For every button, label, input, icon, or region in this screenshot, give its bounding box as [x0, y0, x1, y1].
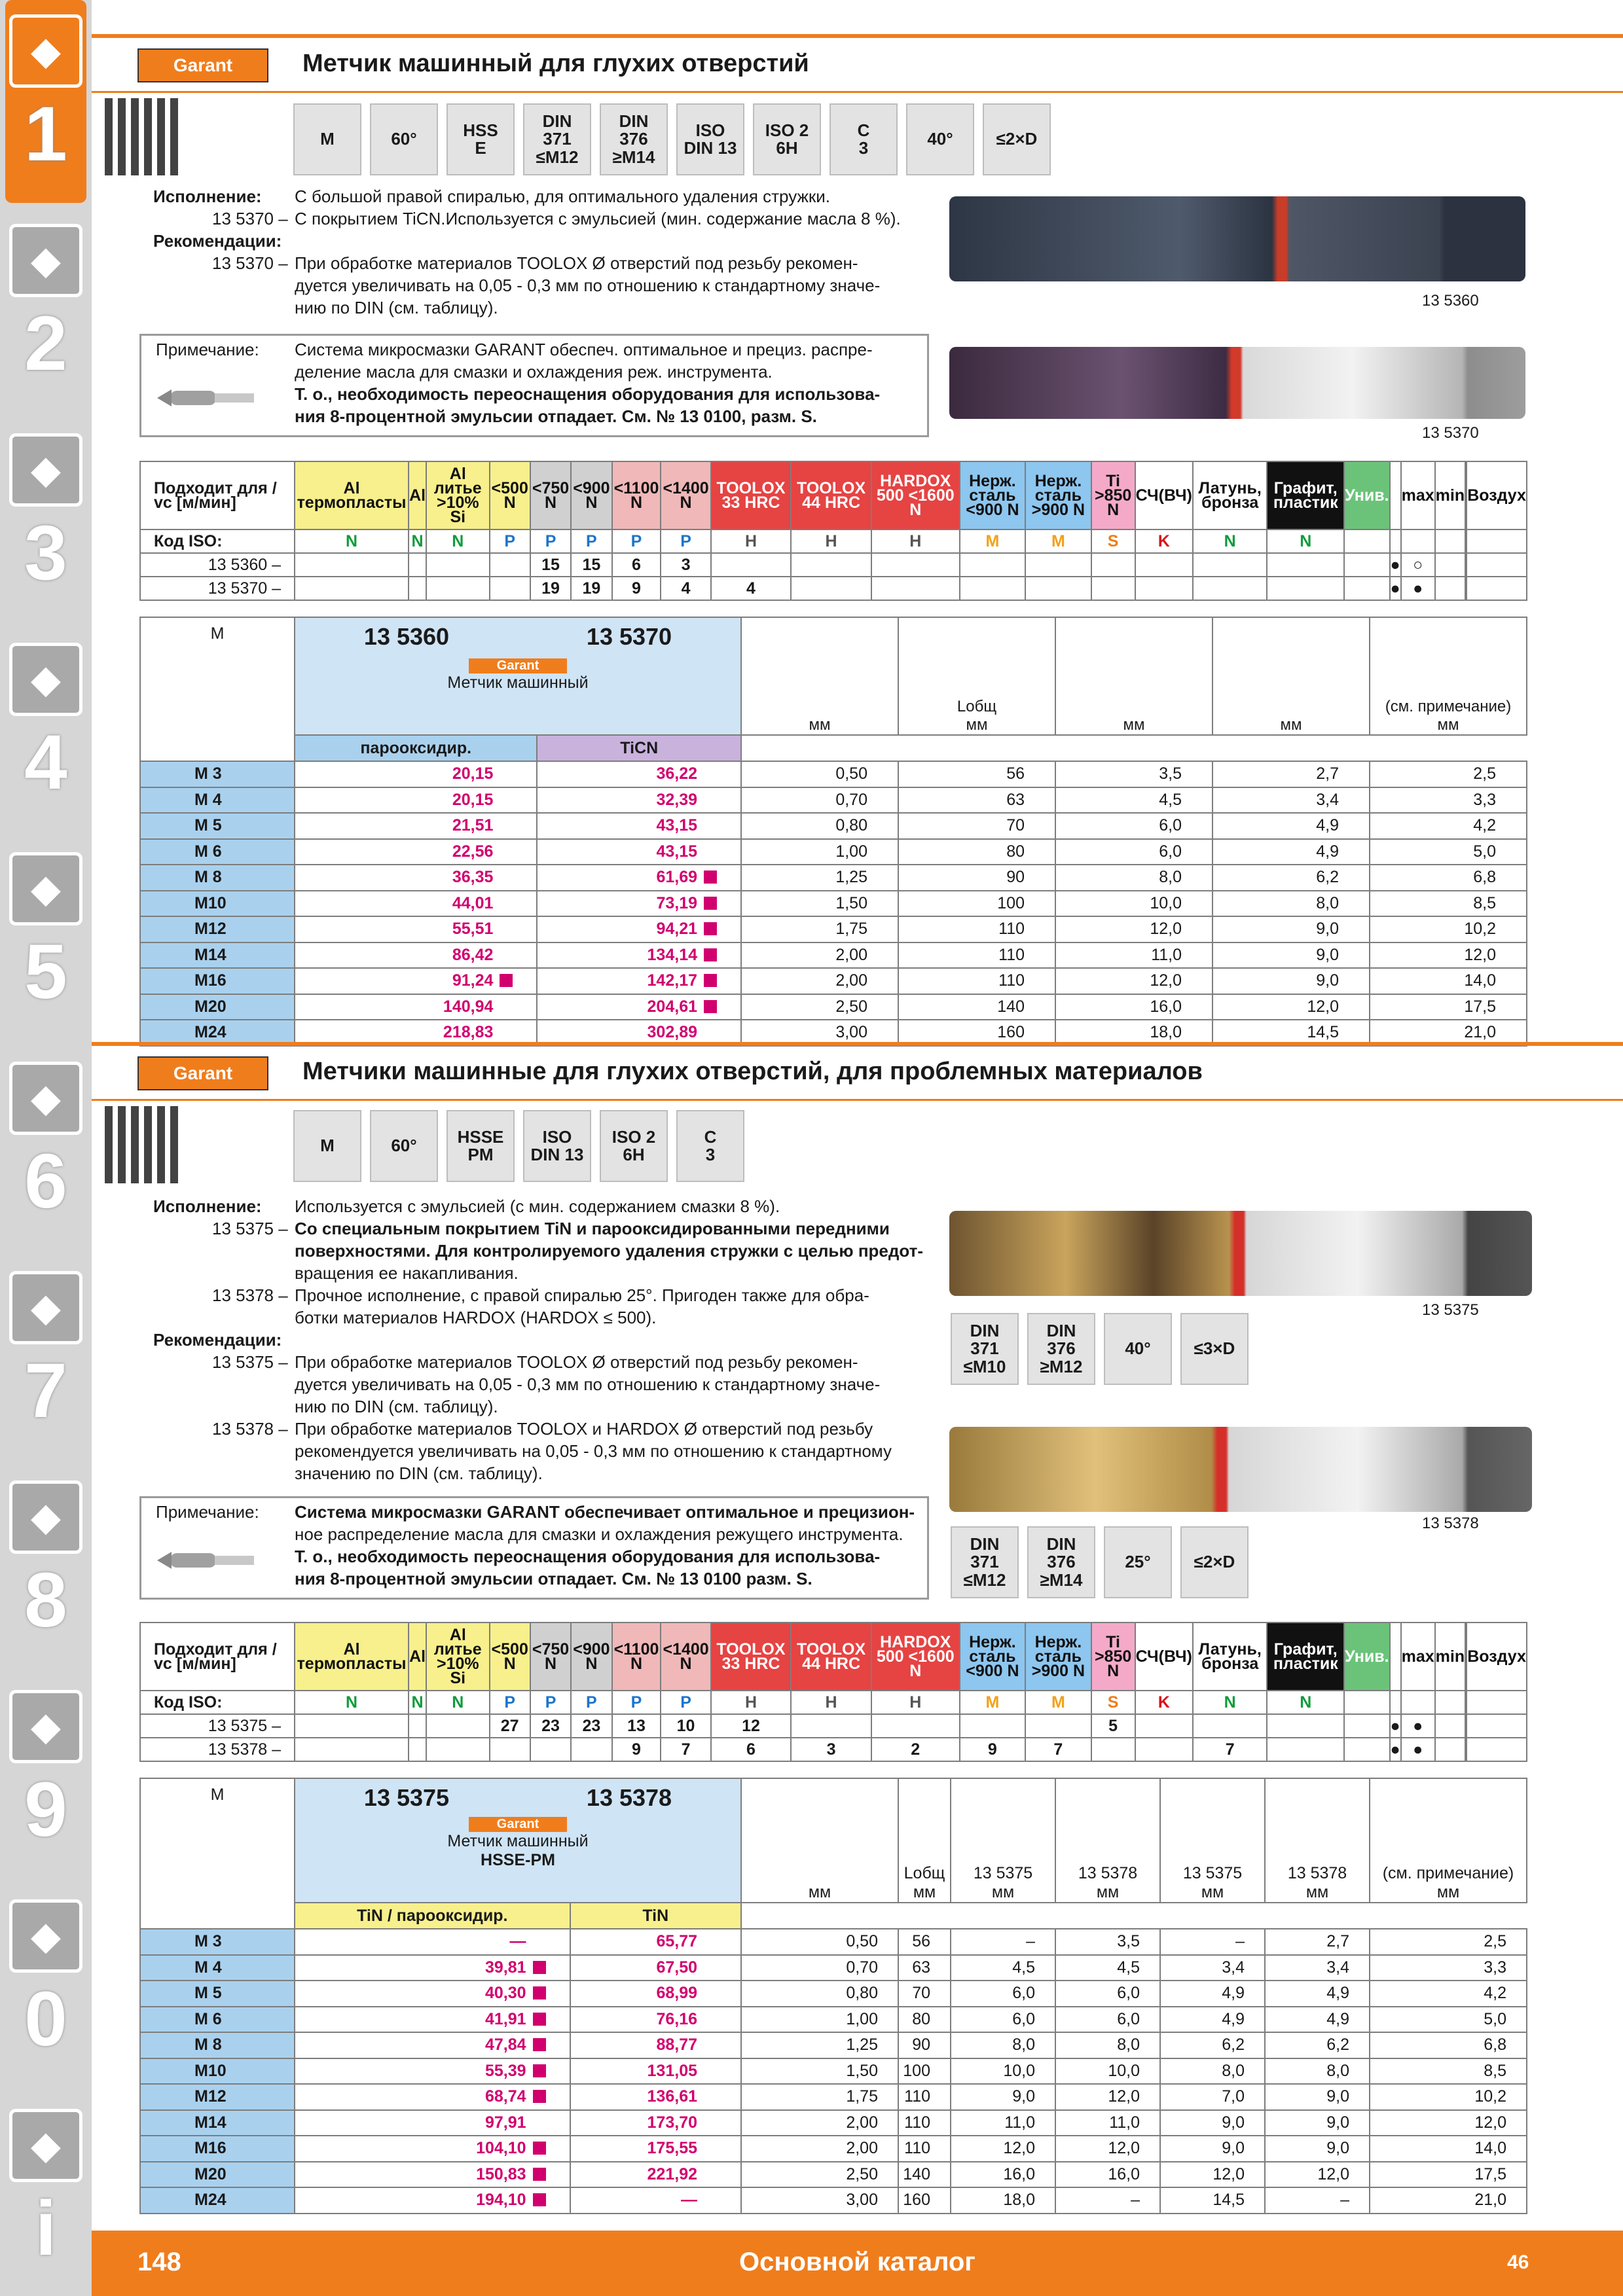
- s2-execution: Исполнение: Используется с эмульсией (с мин. содержанием смазки 8 %). 13 5375 – Со специальным покрытием TiN и парооксидированными передними поверхностями. Для контролируемого удаления стружки с целью предот- вращения ее накапливания. 13 5378 – Прочное исполнение, с правой спиралью 25°. Пригоден также для обра- ботки материалов HARDOX (HARDOX ≤ 500). Рекомендации: 13 5375 – При обработке материалов TOOLOX Ø отверстий под резьбу рекомен- дуется увеличивать на 0,05 - 0,3 мм по отношению к стандартному значе- нию по DIN (см. таблицу). 13 5378 – При обработке материалов TOOLOX и HARDOX Ø отверстий под резьбу рекомендуется увеличивать на 0,05 - 0,3 мм по отношению к стандартному значению по DIN (см. таблицу).: [153, 1196, 924, 1483]
- toolcase-icon: ◆: [9, 1480, 82, 1554]
- mat-col-head: Al: [409, 1623, 426, 1691]
- iso-code: M: [960, 529, 1026, 553]
- iso-code: N: [409, 1691, 426, 1714]
- sidebar-item-1[interactable]: [5, 0, 86, 203]
- iso-code: P: [490, 1691, 530, 1714]
- iso-code: [1344, 529, 1389, 553]
- iso-code: N: [1267, 1691, 1344, 1714]
- spec-symbol: ≤2×D: [1180, 1526, 1249, 1598]
- s2-symbols-b: [951, 1526, 1265, 1598]
- mat-col-head: TOOLOX 33 HRC: [711, 461, 792, 529]
- sidebar-number: 3: [24, 510, 67, 596]
- sidebar-number: 1: [24, 91, 67, 177]
- mat-col-head: HARDOX 500 <1600 N: [871, 1623, 960, 1691]
- table-row: M20 140,94 204,61 2,50 140 16,0 12,0 17,5: [140, 994, 1527, 1020]
- iso-code: P: [661, 529, 710, 553]
- spec-symbol: ISO DIN 13: [523, 1110, 591, 1182]
- caliper-icon: ◆: [9, 643, 82, 716]
- sidebar-number: 6: [24, 1138, 67, 1225]
- mat-col-head: Графит, пластик: [1267, 1623, 1344, 1691]
- mat-col-head: <1100 N: [612, 1623, 661, 1691]
- s1-note: Примечание: Система микросмазки GARANT обеспеч. оптимальное и прециз. распре- деление масла для смазки и охлаждения реж. инструмента. Т. о., необходимость переоснащения оборудования для использова- ния 8-процентной эмульсии отпадает. См. № 13 0100, разм. S.: [139, 334, 929, 437]
- spec-symbol: 40°: [906, 103, 974, 175]
- mat-col-head: <500 N: [490, 461, 530, 529]
- iso-code: M: [960, 1691, 1026, 1714]
- table-row: M14 86,42 134,14 2,00 110 11,0 9,0 12,0: [140, 942, 1527, 969]
- mat-col-head: min: [1435, 1623, 1465, 1691]
- microlube-icon: [157, 375, 262, 421]
- sidebar-number: 8: [24, 1557, 67, 1643]
- sidebar-item-8[interactable]: [5, 1466, 86, 1669]
- iso-code: N: [1267, 529, 1344, 553]
- table-row: 13 5370 – 19 19 9 4 4 ● ●: [140, 577, 1527, 600]
- mat-col-head: Воздух: [1467, 1623, 1527, 1691]
- s1-material-table: [139, 461, 1527, 601]
- iso-code: P: [661, 1691, 710, 1714]
- page-number: 148: [137, 2248, 181, 2276]
- mat-col-head: Нерж. сталь <900 N: [960, 461, 1026, 529]
- iso-code: H: [711, 1691, 792, 1714]
- img-caption: 13 5378: [1422, 1515, 1479, 1532]
- table-row: M 8 36,35 61,69 1,25 90 8,0 6,2 6,8: [140, 865, 1527, 891]
- sidebar-item-5[interactable]: [5, 838, 86, 1041]
- section1-symbols: [293, 103, 1059, 175]
- iso-code: [1467, 1691, 1527, 1714]
- spec-symbol: 60°: [370, 103, 438, 175]
- garant-logo: Garant: [137, 48, 268, 82]
- img-caption: 13 5370: [1422, 424, 1479, 442]
- mat-col-head: СЧ(ВЧ): [1135, 461, 1193, 529]
- spec-symbol: DIN 371 ≤M12: [951, 1526, 1019, 1598]
- iso-code: N: [1193, 1691, 1267, 1714]
- garant-logo: Garant: [137, 1056, 268, 1090]
- saw-icon: ◆: [9, 852, 82, 925]
- pliers-icon: ◆: [9, 1271, 82, 1344]
- qr-code[interactable]: [105, 1106, 182, 1183]
- table-row: M 6 41,91 76,16 1,00 80 6,0 6,0 4,9 4,9 5,0: [140, 2007, 1527, 2033]
- mat-col-head: TOOLOX 33 HRC: [711, 1623, 792, 1691]
- table-row: M12 68,74 136,61 1,75 110 9,0 12,0 7,0 9,0 10,2: [140, 2084, 1527, 2110]
- iso-code: P: [612, 529, 661, 553]
- mat-col-head: Al термопласты: [295, 1623, 409, 1691]
- mat-col-head: Al литье >10% Si: [426, 1623, 489, 1691]
- insert-icon: ◆: [9, 224, 82, 297]
- iso-code: P: [571, 1691, 611, 1714]
- mat-col-head: Воздух: [1467, 461, 1527, 529]
- iso-code: H: [791, 529, 871, 553]
- iso-code: N: [295, 1691, 409, 1714]
- mat-label: Подходит для / vc [м/мин]: [140, 461, 295, 529]
- iso-label: Код ISO:: [140, 529, 295, 553]
- table-row: M24 218,83 302,89 3,00 160 18,0 14,5 21,0: [140, 1020, 1527, 1046]
- spec-symbol: 60°: [370, 1110, 438, 1182]
- table-row: M14 97,91 173,70 2,00 110 11,0 11,0 9,0 9,0 12,0: [140, 2110, 1527, 2136]
- iso-code: [1467, 529, 1527, 553]
- sidebar-number: i: [35, 2185, 57, 2272]
- sidebar-item-7[interactable]: [5, 1257, 86, 1460]
- table-row: M12 55,51 94,21 1,75 110 12,0 9,0 10,2: [140, 916, 1527, 942]
- iso-code: M: [1025, 529, 1091, 553]
- mat-col-head: Латунь, бронза: [1193, 1623, 1267, 1691]
- mat-col-head: <750 N: [530, 461, 571, 529]
- table-row: 13 5360 – 15 15 6 3 ● ○: [140, 553, 1527, 577]
- mat-label: Подходит для / vc [м/мин]: [140, 1623, 295, 1691]
- wrench-icon: ◆: [9, 1062, 82, 1135]
- mat-col-head: <1100 N: [612, 461, 661, 529]
- iso-code: P: [530, 1691, 571, 1714]
- sidebar-number: 9: [24, 1767, 67, 1853]
- mat-col-head: Ti >850 N: [1091, 1623, 1135, 1691]
- section1-header: [92, 34, 1623, 93]
- table-row: M 3 20,15 36,22 0,50 56 3,5 2,7 2,5: [140, 761, 1527, 787]
- iso-code: [1401, 1691, 1435, 1714]
- mat-col-head: TOOLOX 44 HRC: [791, 1623, 871, 1691]
- spec-symbol: 40°: [1104, 1313, 1172, 1385]
- table-row: M 5 21,51 43,15 0,80 70 6,0 4,9 4,2: [140, 813, 1527, 839]
- tap-image-135370: [949, 347, 1525, 419]
- spec-symbol: M: [293, 103, 361, 175]
- section2-title: Метчики машинные для глухих отверстий, для проблемных материалов: [302, 1058, 1203, 1085]
- sidebar-number: 2: [24, 300, 67, 387]
- s2-note: Примечание: Система микросмазки GARANT обеспечивает оптимальное и прецизион- ное распределение масла для смазки и охлаждения режущего инструмента. Т. о., необходимость переоснащения оборудования для использова- ния 8-процентной эмульсии отпадает. См. № 13 0100 разм. S.: [139, 1496, 929, 1600]
- tap-image-135360: [949, 196, 1525, 281]
- iso-code: K: [1135, 529, 1193, 553]
- iso-code: [1344, 1691, 1389, 1714]
- sidebar: [0, 0, 92, 2296]
- table-row: M16 104,10 175,55 2,00 110 12,0 12,0 9,0 9,0 14,0: [140, 2136, 1527, 2162]
- spec-symbol: HSSE PM: [447, 1110, 515, 1182]
- table-row: M 4 39,81 67,50 0,70 63 4,5 4,5 3,4 3,4 3,3: [140, 1955, 1527, 1981]
- sidebar-item-2[interactable]: [5, 209, 86, 412]
- iso-code: H: [711, 529, 792, 553]
- safety-icon: ◆: [9, 1899, 82, 1973]
- mat-col-head: max: [1401, 1623, 1435, 1691]
- iso-code: M: [1025, 1691, 1091, 1714]
- mat-col-head: min: [1435, 461, 1465, 529]
- mat-col-head: Нерж. сталь <900 N: [960, 1623, 1026, 1691]
- mat-col-head: <500 N: [490, 1623, 530, 1691]
- mat-col-head: СЧ(ВЧ): [1135, 1623, 1193, 1691]
- section2-header: [92, 1042, 1623, 1101]
- sidebar-item-3[interactable]: [5, 419, 86, 622]
- table-row: M10 44,01 73,19 1,50 100 10,0 8,0 8,5: [140, 891, 1527, 917]
- sidebar-number: 4: [24, 719, 67, 806]
- spec-symbol: ISO 2 6H: [753, 103, 821, 175]
- iso-code: K: [1135, 1691, 1193, 1714]
- iso-code: [1390, 1691, 1401, 1714]
- sidebar-item-0[interactable]: [5, 1885, 86, 2088]
- iso-code: N: [295, 529, 409, 553]
- mat-col-head: Ti >850 N: [1091, 461, 1135, 529]
- spec-symbol: DIN 376 ≥M12: [1027, 1313, 1095, 1385]
- mat-col-head: Унив.: [1344, 1623, 1389, 1691]
- s2-material-table: [139, 1622, 1527, 1762]
- table-row: M 6 22,56 43,15 1,00 80 6,0 4,9 5,0: [140, 839, 1527, 865]
- iso-code: N: [426, 1691, 489, 1714]
- s2-symbols-a: [951, 1313, 1265, 1385]
- iso-label: Код ISO:: [140, 1691, 295, 1714]
- sidebar-item-4[interactable]: [5, 628, 86, 831]
- cabinet-icon: ◆: [9, 1690, 82, 1763]
- iso-code: H: [871, 1691, 960, 1714]
- iso-code: P: [612, 1691, 661, 1714]
- sidebar-number: 5: [24, 929, 67, 1015]
- mat-col-head: max: [1401, 461, 1435, 529]
- s1-execution: Исполнение: С большой правой спиралью, для оптимального удаления стружки. 13 5370 – С покрытием TiCN.Используется с эмульсией (мин. содержание масла 8 %). Рекомендации: 13 5370 – При обработке материалов TOOLOX Ø отверстий под резьбу рекомен- дуется увеличивать на 0,05 - 0,3 мм по отношению к стандартному значе- нию по DIN (см. таблицу).: [153, 187, 901, 317]
- iso-code: P: [530, 529, 571, 553]
- iso-code: H: [791, 1691, 871, 1714]
- qr-code[interactable]: [105, 98, 182, 175]
- mat-col-head: <750 N: [530, 1623, 571, 1691]
- s1-data-table: M 13 5360 13 5370 Garant Метчик машинный мм Lобщ мм мм мм (см. примечание) мм пароoксидир. TiCN M 3 20,15 36,22 0,50 56 3,5 2,7 2,5 M 4 20,15 32,39 0,70 63 4,5 3,4 3,3 M 5 21,51 43,15 0,80 70 6,0 4,9 4,2 M 6 22,56 43,15 1,00 80 6,0 4,9 5,0 M 8 36,35 61,69 1,25 90 8,0 6,2 6,8 M10 44,01 73,19 1,50 100 10,0 8,0 8,5 M12 55,51 94,21 1,75 110 12,0 9,0 10,2 M14 86,42 134,14 2,00 110 11,0 9,0 12,0 M16 91,24 142,17 2,00 110 12,0 9,0 14,0 M20 140,94 204,61 2,50 140 16,0 12,0 17,5 M24 218,83 302,89 3,00 160 18,0 14,5 21,0: [139, 617, 1527, 1047]
- spec-symbol: ≤2×D: [983, 103, 1051, 175]
- spec-symbol: ISO 2 6H: [600, 1110, 668, 1182]
- tap-image-135375: [949, 1211, 1532, 1296]
- iso-code: N: [1193, 529, 1267, 553]
- spec-symbol: ISO DIN 13: [676, 103, 744, 175]
- sidebar-item-9[interactable]: [5, 1676, 86, 1878]
- table-row: M 5 40,30 68,99 0,80 70 6,0 6,0 4,9 4,9 4,2: [140, 1981, 1527, 2007]
- mat-col-head: <900 N: [571, 461, 611, 529]
- sidebar-number: 7: [24, 1348, 67, 1434]
- s2-data-table: M 13 5375 13 5378 Garant Метчик машинный HSSE-PM мм Lобщ мм 13 5375 мм 13 5378 мм 13 5375 мм 13 5378 мм (см. примечание) мм TiN / пароoксидир. TiN M 3 — 65,77 0,50 56 – 3,5 – 2,7 2,5 M 4 39,81 67,50 0,70 63 4,5 4,5 3,4 3,4 3,3 M 5 40,30 68,99 0,80 70 6,0 6,0 4,9 4,9 4,2 M 6 41,91 76,16 1,00 80 6,0 6,0 4,9 4,9 5,0 M 8 47,84 88,77 1,25 90 8,0 8,0 6,2 6,2 6,8 M10 55,39 131,05 1,50 100 10,0 10,0 8,0 8,0 8,5 M12 68,74 136,61 1,75 110 9,0 12,0 7,0 9,0 10,2 M14 97,91 173,70 2,00 110 11,0 11,0 9,0 9,0 12,0 M16 104,10 175,55 2,00 110 12,0 12,0 9,0 9,0 14,0 M20 150,83 221,92 2,50 140 16,0 16,0 12,0 12,0 17,5 M24 194,10 — 3,00 160 18,0 – 14,5 – 21,0: [139, 1778, 1527, 2214]
- iso-code: P: [571, 529, 611, 553]
- iso-code: [1390, 529, 1401, 553]
- spec-symbol: C 3: [830, 103, 898, 175]
- spec-symbol: DIN 376 ≥M14: [1027, 1526, 1095, 1598]
- mat-col-head: Нерж. сталь >900 N: [1025, 461, 1091, 529]
- microlube-icon: [157, 1537, 262, 1583]
- info-icon: ◆: [9, 2109, 82, 2182]
- mat-col-head: [1390, 461, 1401, 529]
- iso-code: [1401, 529, 1435, 553]
- img-caption: 13 5375: [1422, 1301, 1479, 1319]
- spec-symbol: ≤3×D: [1180, 1313, 1249, 1385]
- table-row: M10 55,39 131,05 1,50 100 10,0 10,0 8,0 8,0 8,5: [140, 2058, 1527, 2085]
- mat-col-head: <900 N: [571, 1623, 611, 1691]
- mat-col-head: TOOLOX 44 HRC: [791, 461, 871, 529]
- footer: [92, 2231, 1623, 2296]
- footer-title: Основной каталог: [739, 2248, 976, 2276]
- spec-symbol: 25°: [1104, 1526, 1172, 1598]
- spec-symbol: HSS E: [447, 103, 515, 175]
- table-row: M 4 20,15 32,39 0,70 63 4,5 3,4 3,3: [140, 787, 1527, 814]
- table-row: M24 194,10 — 3,00 160 18,0 – 14,5 – 21,0: [140, 2187, 1527, 2214]
- section1-title: Метчик машинный для глухих отверстий: [302, 50, 809, 77]
- mat-col-head: Al термопласты: [295, 461, 409, 529]
- iso-code: H: [871, 529, 960, 553]
- iso-code: [1435, 529, 1465, 553]
- footer-num: 46: [1507, 2251, 1529, 2273]
- table-row: 13 5375 – 27 23 23 13 10 12 5 ● ●: [140, 1714, 1527, 1738]
- tap-image-135378: [949, 1427, 1532, 1512]
- mat-col-head: Графит, пластик: [1267, 461, 1344, 529]
- spec-symbol: C 3: [676, 1110, 744, 1182]
- mat-col-head: Al: [409, 461, 426, 529]
- drill-icon: ◆: [9, 14, 82, 88]
- iso-code: P: [490, 529, 530, 553]
- iso-code: N: [409, 529, 426, 553]
- mat-col-head: Унив.: [1344, 461, 1389, 529]
- note-label: Примечание:: [156, 340, 259, 359]
- spec-symbol: DIN 371 ≤M10: [951, 1313, 1019, 1385]
- mat-col-head: Нерж. сталь >900 N: [1025, 1623, 1091, 1691]
- spec-symbol: M: [293, 1110, 361, 1182]
- mat-col-head: <1400 N: [661, 461, 710, 529]
- mat-col-head: <1400 N: [661, 1623, 710, 1691]
- mat-col-head: HARDOX 500 <1600 N: [871, 461, 960, 529]
- iso-code: S: [1091, 529, 1135, 553]
- sidebar-item-i[interactable]: [5, 2094, 86, 2296]
- section2-symbols: [293, 1110, 752, 1182]
- table-row: M20 150,83 221,92 2,50 140 16,0 16,0 12,0 12,0 17,5: [140, 2162, 1527, 2188]
- img-caption: 13 5360: [1422, 292, 1479, 310]
- iso-code: [1435, 1691, 1465, 1714]
- mat-col-head: Латунь, бронза: [1193, 461, 1267, 529]
- spec-symbol: DIN 376 ≥M14: [600, 103, 668, 175]
- spec-symbol: DIN 371 ≤M12: [523, 103, 591, 175]
- iso-code: S: [1091, 1691, 1135, 1714]
- table-row: 13 5378 – 9 7 6 3 2 9 7 7 ● ●: [140, 1738, 1527, 1761]
- tap-icon: ◆: [9, 433, 82, 507]
- sidebar-number: 0: [24, 1976, 67, 2062]
- sidebar-item-6[interactable]: [5, 1047, 86, 1250]
- iso-code: N: [426, 529, 489, 553]
- mat-col-head: Al литье >10% Si: [426, 461, 489, 529]
- table-row: M 3 — 65,77 0,50 56 – 3,5 – 2,7 2,5: [140, 1929, 1527, 1955]
- table-row: M 8 47,84 88,77 1,25 90 8,0 8,0 6,2 6,2 6,8: [140, 2032, 1527, 2058]
- mat-col-head: [1390, 1623, 1401, 1691]
- table-row: M16 91,24 142,17 2,00 110 12,0 9,0 14,0: [140, 968, 1527, 994]
